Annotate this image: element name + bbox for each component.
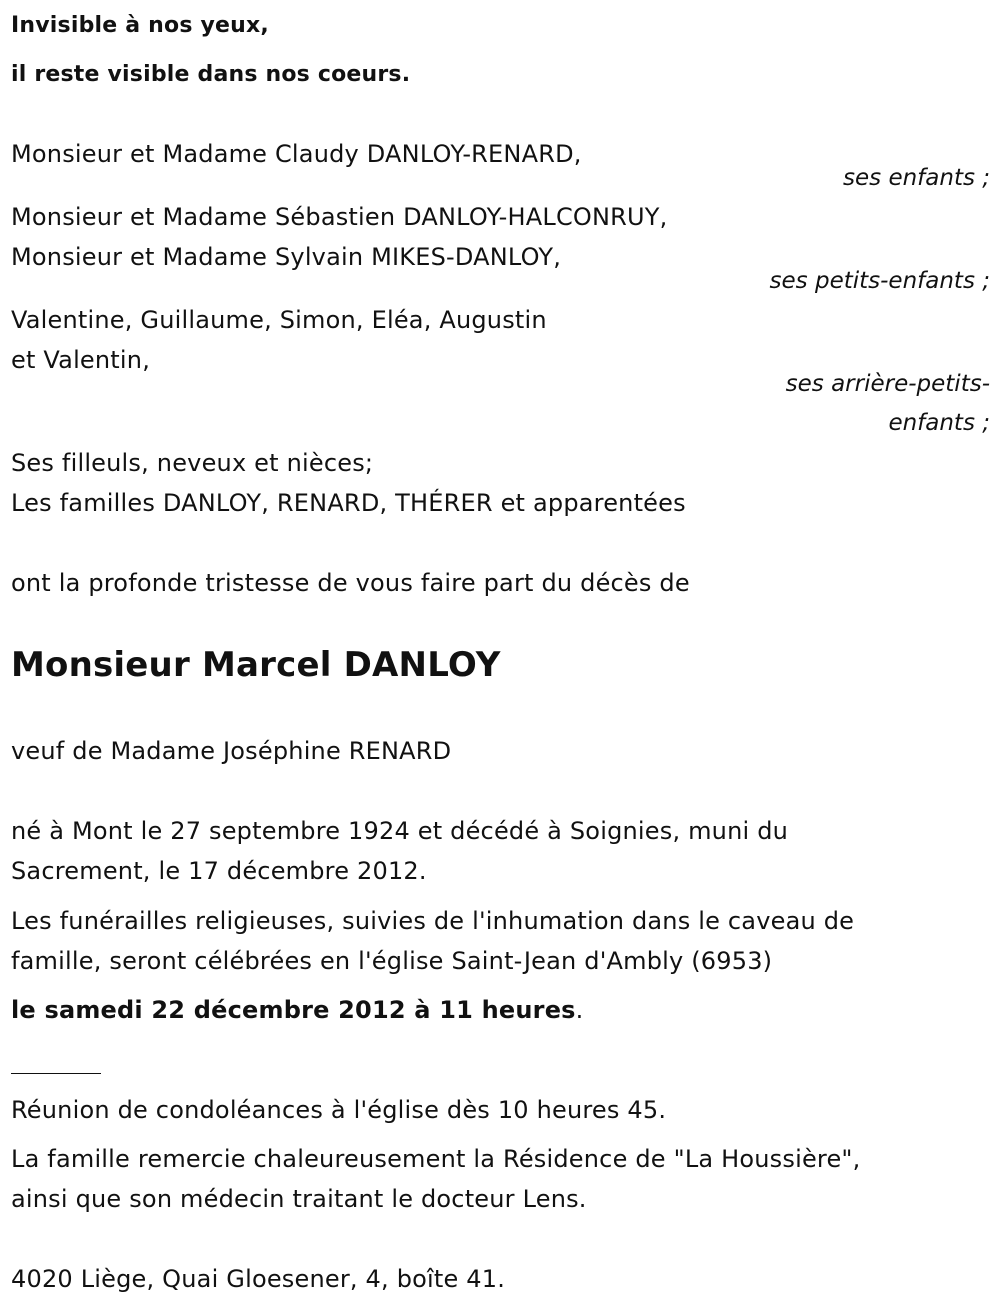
funeral-line-1: Les funérailles religieuses, suivies de l'inhumation dans le caveau de bbox=[11, 907, 855, 935]
address-line: 4020 Liège, Quai Gloesener, 4, boîte 41. bbox=[11, 1265, 506, 1293]
other-relatives-line-1: Ses filleuls, neveux et nièces; bbox=[11, 449, 374, 477]
children-relation: ses enfants ; bbox=[843, 165, 990, 191]
separator-rule bbox=[11, 1073, 101, 1074]
funeral-date-period: . bbox=[575, 996, 584, 1024]
thanks-line-1: La famille remercie chaleureusement la Résidence de "La Houssière", bbox=[11, 1145, 861, 1173]
funeral-date: le samedi 22 décembre 2012 à 11 heures bbox=[11, 996, 576, 1024]
grandchildren-name-1: Monsieur et Madame Sébastien DANLOY-HALCONRUY, bbox=[11, 203, 668, 231]
epigraph-line-1: Invisible à nos yeux, bbox=[11, 13, 269, 38]
funeral-date-line bbox=[11, 994, 584, 1026]
children-name: Monsieur et Madame Claudy DANLOY-RENARD, bbox=[11, 140, 582, 168]
great-grandchildren-relation-2: enfants ; bbox=[888, 410, 990, 436]
great-grandchildren-names-2: et Valentin, bbox=[11, 346, 151, 374]
grandchildren-name-2: Monsieur et Madame Sylvain MIKES-DANLOY, bbox=[11, 243, 562, 271]
other-relatives-line-2: Les familles DANLOY, RENARD, THÉRER et apparentées bbox=[11, 489, 686, 517]
great-grandchildren-relation-1: ses arrière-petits- bbox=[785, 371, 990, 397]
birth-death-line-1: né à Mont le 27 septembre 1924 et décédé à Soignies, muni du bbox=[11, 817, 789, 845]
widower-line: veuf de Madame Joséphine RENARD bbox=[11, 737, 452, 765]
birth-death-line-2: Sacrement, le 17 décembre 2012. bbox=[11, 857, 427, 885]
condolences-line: Réunion de condoléances à l'église dès 10 heures 45. bbox=[11, 1096, 667, 1124]
epigraph-line-2: il reste visible dans nos coeurs. bbox=[11, 62, 411, 87]
grandchildren-relation: ses petits-enfants ; bbox=[769, 268, 990, 294]
funeral-line-2: famille, seront célébrées en l'église Saint-Jean d'Ambly (6953) bbox=[11, 947, 773, 975]
thanks-line-2: ainsi que son médecin traitant le docteur Lens. bbox=[11, 1185, 587, 1213]
great-grandchildren-names-1: Valentine, Guillaume, Simon, Eléa, Augustin bbox=[11, 306, 547, 334]
announcement-text: ont la profonde tristesse de vous faire part du décès de bbox=[11, 569, 690, 597]
deceased-name: Monsieur Marcel DANLOY bbox=[11, 645, 501, 685]
